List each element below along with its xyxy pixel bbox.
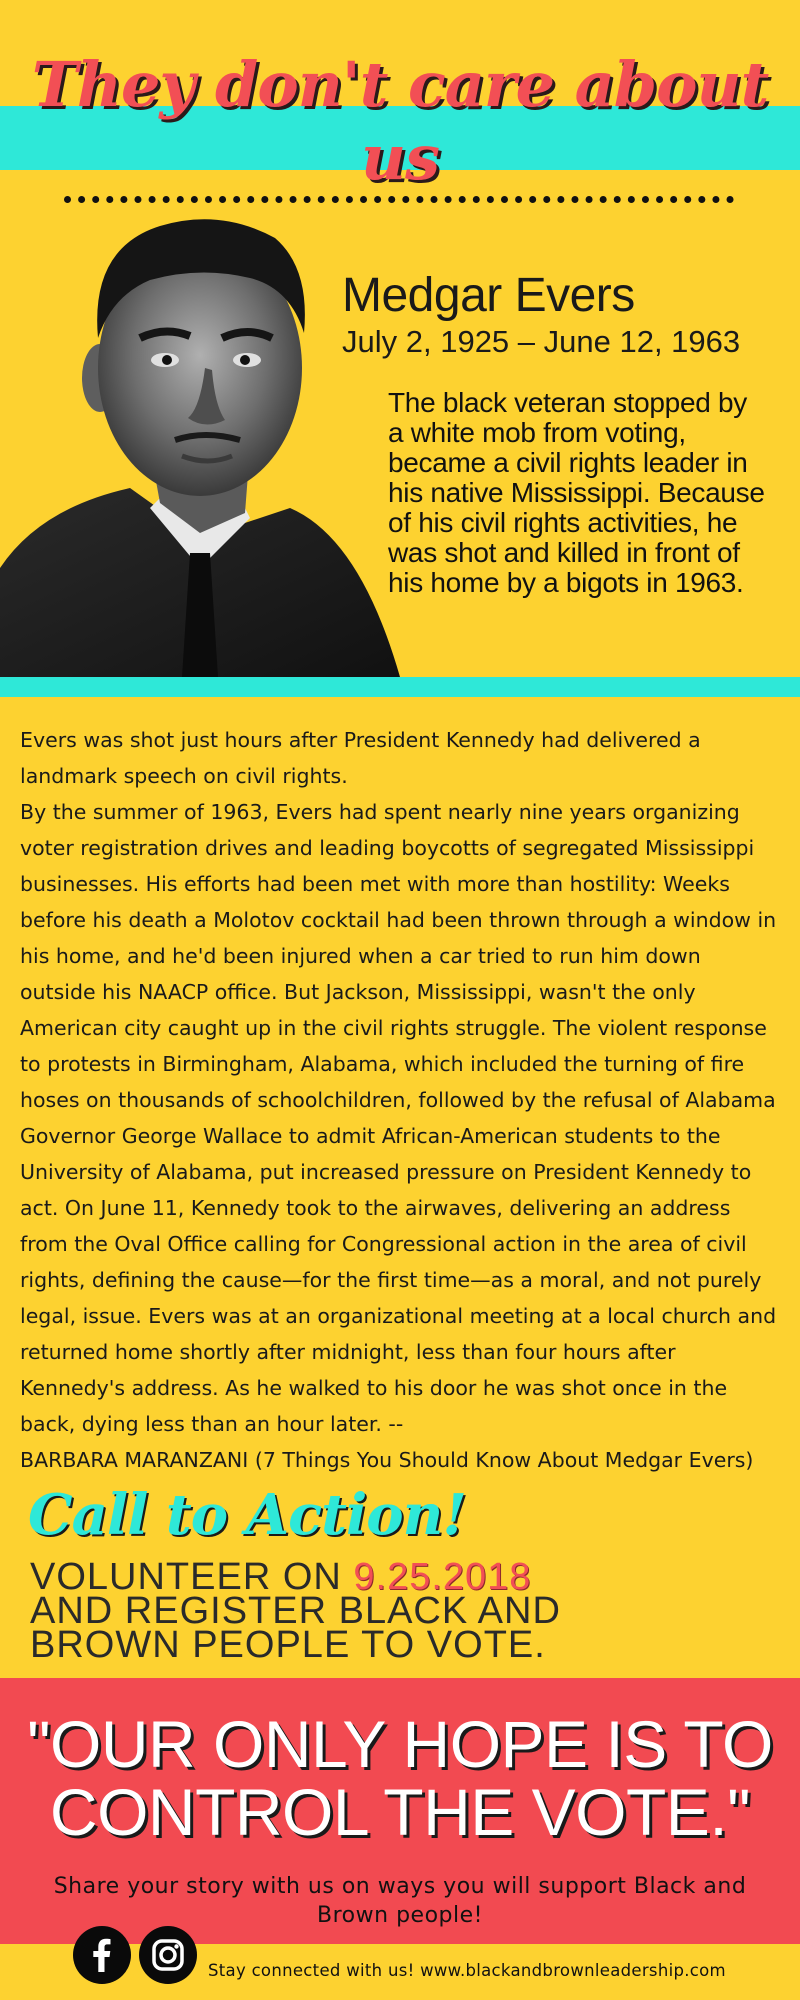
person-name: Medgar Evers xyxy=(342,269,635,322)
cta-date: 9.25.2018 xyxy=(353,1556,532,1598)
article-paragraph: By the summer of 1963, Evers had spent nearly nine years organizing voter registration drives and leading boycotts of segregated Mississippi businesses. His efforts had been met with more than hostility: Weeks before his death a Molotov cocktail had been thrown through a window in his home, and he'd been injured when a car tried to run him down outside his NAACP office. But Jackson, Mississippi, wasn't the only American city caught up in the civil rights struggle. The violent response to protests in Birmingham, Alabama, which included the turning of fire hoses on thousands of schoolchildren, followed by the refusal of Alabama Governor George Wallace to admit African-American students to the University of Alabama, put increased pressure on President Kennedy to act. On June 11, Kennedy took to the airwaves, delivering an address from the Oval Office calling for Congressional action in the area of civil rights, defining the cause—for the first time—as a moral, and not purely legal, issue. Evers was at an organizational meeting at a local church and returned home shortly after midnight, less than four hours after Kennedy's address. As he walked to his door he was shot once in the back, dying less than an hour later. -- xyxy=(20,800,777,1436)
life-dates: July 2, 1925 – June 12, 1963 xyxy=(342,324,741,359)
page-headline: They don't care about us xyxy=(31,48,769,194)
call-to-action-text xyxy=(30,1556,610,1666)
pull-quote: "OUR ONLY HOPE IS TO CONTROL THE VOTE." xyxy=(27,1707,773,1849)
cta-text-tail: AND REGISTER BLACK AND BROWN PEOPLE TO VOTE. xyxy=(30,1590,561,1666)
footer-text: Stay connected with us! www.blackandbrownleadership.com xyxy=(208,1961,726,1980)
dotted-divider xyxy=(64,196,734,203)
article-paragraph: Evers was shot just hours after President Kennedy had delivered a landmark speech on civil rights. xyxy=(20,728,701,788)
teal-band-middle xyxy=(0,677,800,697)
call-to-action-heading: Call to Action! xyxy=(28,1482,466,1548)
facebook-icon[interactable] xyxy=(73,1926,131,1984)
article-attribution: BARBARA MARANZANI (7 Things You Should Know About Medgar Evers) xyxy=(20,1448,754,1472)
cta-text-lead: VOLUNTEER ON xyxy=(30,1556,354,1598)
medgar-evers-portrait xyxy=(0,208,400,677)
person-summary: The black veteran stopped by a white mob from voting, became a civil rights leader in his native Mississippi. Because of his civil rights activities, he was shot and killed in front of his home by a bigots in 1963. xyxy=(388,387,765,598)
share-prompt: Share your story with us on ways you will support Black and Brown people! xyxy=(53,1874,747,1928)
instagram-icon[interactable] xyxy=(139,1926,197,1984)
quote-panel xyxy=(0,1678,800,1944)
article-body xyxy=(20,722,780,1478)
